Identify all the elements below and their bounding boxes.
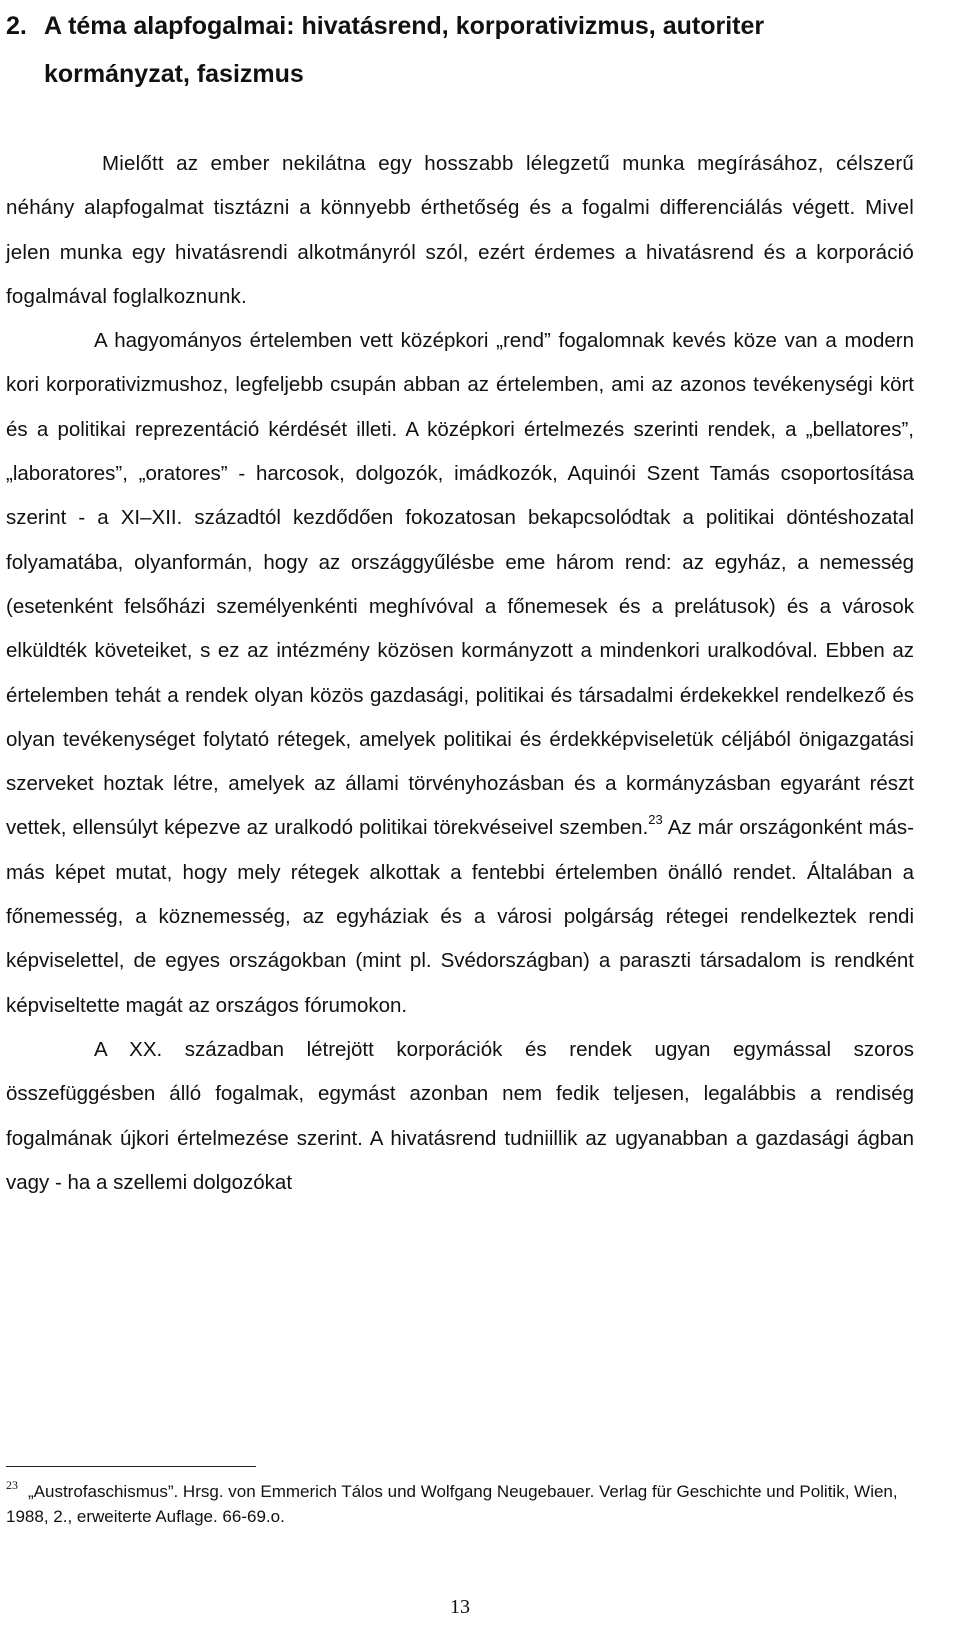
footnote-text: „Austrofaschismus”. Hrsg. von Emmerich Tálos und Wolfgang Neugebauer. Verlag für Geschichte und Politik, Wien, 1988, 2., erweiterte Auflage. 66-69.o.	[6, 1482, 898, 1526]
body-text	[6, 142, 914, 1205]
footnote-mark: 23	[6, 1478, 18, 1492]
section-number: 2.	[6, 12, 27, 40]
page-number: 13	[450, 1596, 470, 1618]
section-title-line-1: A téma alapfogalmai: hivatásrend, korporativizmus, autoriter	[44, 12, 765, 40]
footnote-reference[interactable]: 23	[648, 812, 663, 828]
footnote-divider	[6, 1466, 256, 1467]
paragraph-corporations: A XX. században létrejött korporációk és rendek ugyan egymással szoros összefüggésben álló fogalmak, egymást azonban nem fedik teljesen, legalábbis a rendiség fogalmának újkori értelmezése szerint. A hivatásrend tudniillik az ugyanabban a gazdasági ágban vagy - ha a szellemi dolgozókat	[6, 1037, 914, 1194]
section-heading	[6, 2, 926, 98]
paragraph-medieval-estates	[6, 319, 914, 1028]
paragraph-medieval-estates-text: A hagyományos értelemben vett középkori „rend” fogalomnak kevés köze van a modern kori korporativizmushoz, legfeljebb csupán abban az értelemben, ami az azonos tevékenységi kört és a politikai reprezentáció kérdését illeti. A középkori értelmezés szerinti rendek, a „bellatores”, „laboratores”, „oratores” - harcosok, dolgozók, imádkozók, Aquinói Szent Tamás csoportosítása szerint - a XI–XII. századtól kezdődően fokozatosan bekapcsolódtak a politikai döntéshozatal folyamatába, olyanformán, hogy az országgyűlésbe eme három rend: az egyház, a nemesség (esetenként felsőházi személyenkénti meghívóval a főnemesek és a prelátusok) és a városok elküldték követeiket, s ez az intézmény közösen kormányzott a mindenkori uralkodóval. Ebben az értelemben tehát a rendek olyan közös gazdasági, politikai és társadalmi érdekekkel rendelkező és olyan tevékenységet folytató rétegek, amelyek politikai és érdekképviseletük céljából önigazgatási szerveket hoztak létre, amelyek az állami törvényhozásban és a kormányzásban egyaránt részt vettek, ellensúlyt képezve az uralkodó politikai törekvéseivel szemben.	[6, 329, 914, 840]
paragraph-intro: Mielőtt az ember nekilátna egy hosszabb lélegzetű munka megírásához, célszerű néhány alapfogalmat tisztázni a könnyebb érthetőség és a fogalmi differenciálás végett. Mivel jelen munka egy hivatásrendi alkotmányról szól, ezért érdemes a hivatásrend és a korporáció fogalmával foglalkoznunk.	[6, 152, 914, 308]
footnote	[6, 1473, 906, 1529]
section-title-line-2: kormányzat, fasizmus	[44, 60, 304, 88]
paragraph-medieval-estates-continued: Az már országonként más-más képet mutat, hogy mely rétegek alkottak a fentebbi értelemben önálló rendet. Általában a főnemesség, a köznemesség, az egyháziak és a városi polgárság rétegei rendelkeztek rendi képviselettel, de egyes országokban (mint pl. Svédországban) a paraszti társadalom is rendként képviseltette magát az országos fórumokon.	[6, 816, 914, 1017]
